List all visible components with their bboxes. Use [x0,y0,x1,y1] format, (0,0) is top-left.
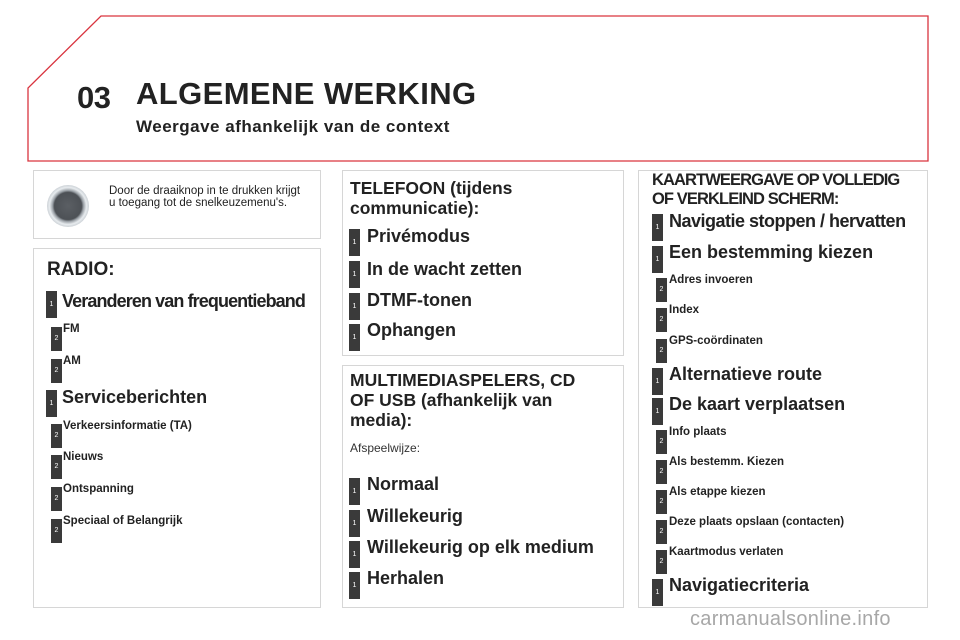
menu-item-save-place[interactable]: Deze plaats opslaan (contacten) [669,516,845,528]
level-badge: 1 [349,572,360,599]
menu-item-set-as-waypoint[interactable]: Als etappe kiezen [669,486,766,498]
level-badge: 1 [349,261,360,288]
menu-item-normal[interactable]: Normaal [367,474,440,494]
level-badge: 1 [46,291,57,318]
level-badge: 2 [51,327,62,351]
level-badge: 1 [652,398,663,425]
level-badge: 2 [656,490,667,514]
map-title-line2: OF VERKLEIND SCHERM: [652,190,839,208]
menu-item-service-messages[interactable]: Serviceberichten [62,387,208,407]
level-badge: 2 [656,520,667,544]
phone-panel [342,170,624,356]
level-badge: 1 [349,229,360,256]
menu-item-fm[interactable]: FM [63,323,80,335]
level-badge: 1 [349,293,360,320]
menu-item-exit-map-mode[interactable]: Kaartmodus verlaten [669,546,784,558]
menu-item-traffic-info[interactable]: Verkeersinformatie (TA) [63,420,192,432]
level-badge: 2 [656,339,667,363]
level-badge: 1 [652,368,663,395]
menu-item-stop-resume-navigation[interactable]: Navigatie stoppen / hervatten [669,211,906,231]
menu-item-special[interactable]: Speciaal of Belangrijk [63,515,183,527]
menu-item-choose-destination[interactable]: Een bestemming kiezen [669,242,874,262]
level-badge: 2 [51,519,62,543]
level-badge: 1 [46,390,57,417]
page-subtitle: Weergave afhankelijk van de context [136,117,450,136]
playback-mode-label: Afspeelwijze: [350,441,421,455]
level-badge: 2 [51,487,62,511]
level-badge: 1 [349,324,360,351]
level-badge: 1 [349,510,360,537]
menu-item-alternative-route[interactable]: Alternatieve route [669,364,823,384]
menu-item-leisure[interactable]: Ontspanning [63,483,134,495]
radio-panel [33,248,321,608]
menu-item-set-as-destination[interactable]: Als bestemm. Kiezen [669,456,785,468]
level-badge: 2 [51,455,62,479]
level-badge: 2 [51,359,62,383]
map-title-line1: KAARTWEERGAVE OP VOLLEDIG [652,171,900,189]
knob-description: Door de draaiknop in te drukken krijgt u toegang tot de snelkeuzemenu's. [109,185,301,209]
level-badge: 1 [349,478,360,505]
level-badge: 2 [656,278,667,302]
watermark: carmanualsonline.info [690,608,891,630]
menu-item-index[interactable]: Index [669,304,700,316]
chapter-number: 03 [77,80,111,115]
level-badge: 1 [652,214,663,241]
knob-panel [33,170,321,239]
menu-item-private-mode[interactable]: Privémodus [367,226,471,246]
menu-item-hold[interactable]: In de wacht zetten [367,259,523,279]
menu-item-random[interactable]: Willekeurig [367,506,463,526]
page-title: ALGEMENE WERKING [136,76,477,111]
level-badge: 1 [349,541,360,568]
menu-item-gps-coordinates[interactable]: GPS-coördinaten [669,335,763,347]
menu-item-frequency-band[interactable]: Veranderen van frequentieband [62,291,305,311]
level-badge: 2 [656,308,667,332]
level-badge: 2 [656,430,667,454]
radio-title: RADIO: [47,259,115,280]
media-title-line2: OF USB (afhankelijk van [350,390,553,410]
menu-item-hang-up[interactable]: Ophangen [367,320,456,340]
level-badge: 2 [656,460,667,484]
menu-item-random-all[interactable]: Willekeurig op elk medium [367,537,594,557]
menu-item-dtmf[interactable]: DTMF-tonen [367,290,472,310]
menu-item-move-map[interactable]: De kaart verplaatsen [669,394,846,414]
menu-item-news[interactable]: Nieuws [63,451,104,463]
menu-item-enter-address[interactable]: Adres invoeren [669,274,753,286]
menu-item-repeat[interactable]: Herhalen [367,568,445,588]
media-panel [342,365,624,608]
media-title-line3: media): [350,410,413,430]
phone-title-line2: communicatie): [350,198,480,218]
menu-item-place-info[interactable]: Info plaats [669,426,727,438]
level-badge: 1 [652,579,663,606]
level-badge: 2 [656,550,667,574]
rotary-knob-icon [47,185,89,227]
menu-item-am[interactable]: AM [63,355,81,367]
level-badge: 2 [51,424,62,448]
menu-item-navigation-criteria[interactable]: Navigatiecriteria [669,575,810,595]
phone-title-line1: TELEFOON (tijdens [350,178,513,198]
map-panel [638,170,928,608]
level-badge: 1 [652,246,663,273]
media-title-line1: MULTIMEDIASPELERS, CD [350,370,576,390]
